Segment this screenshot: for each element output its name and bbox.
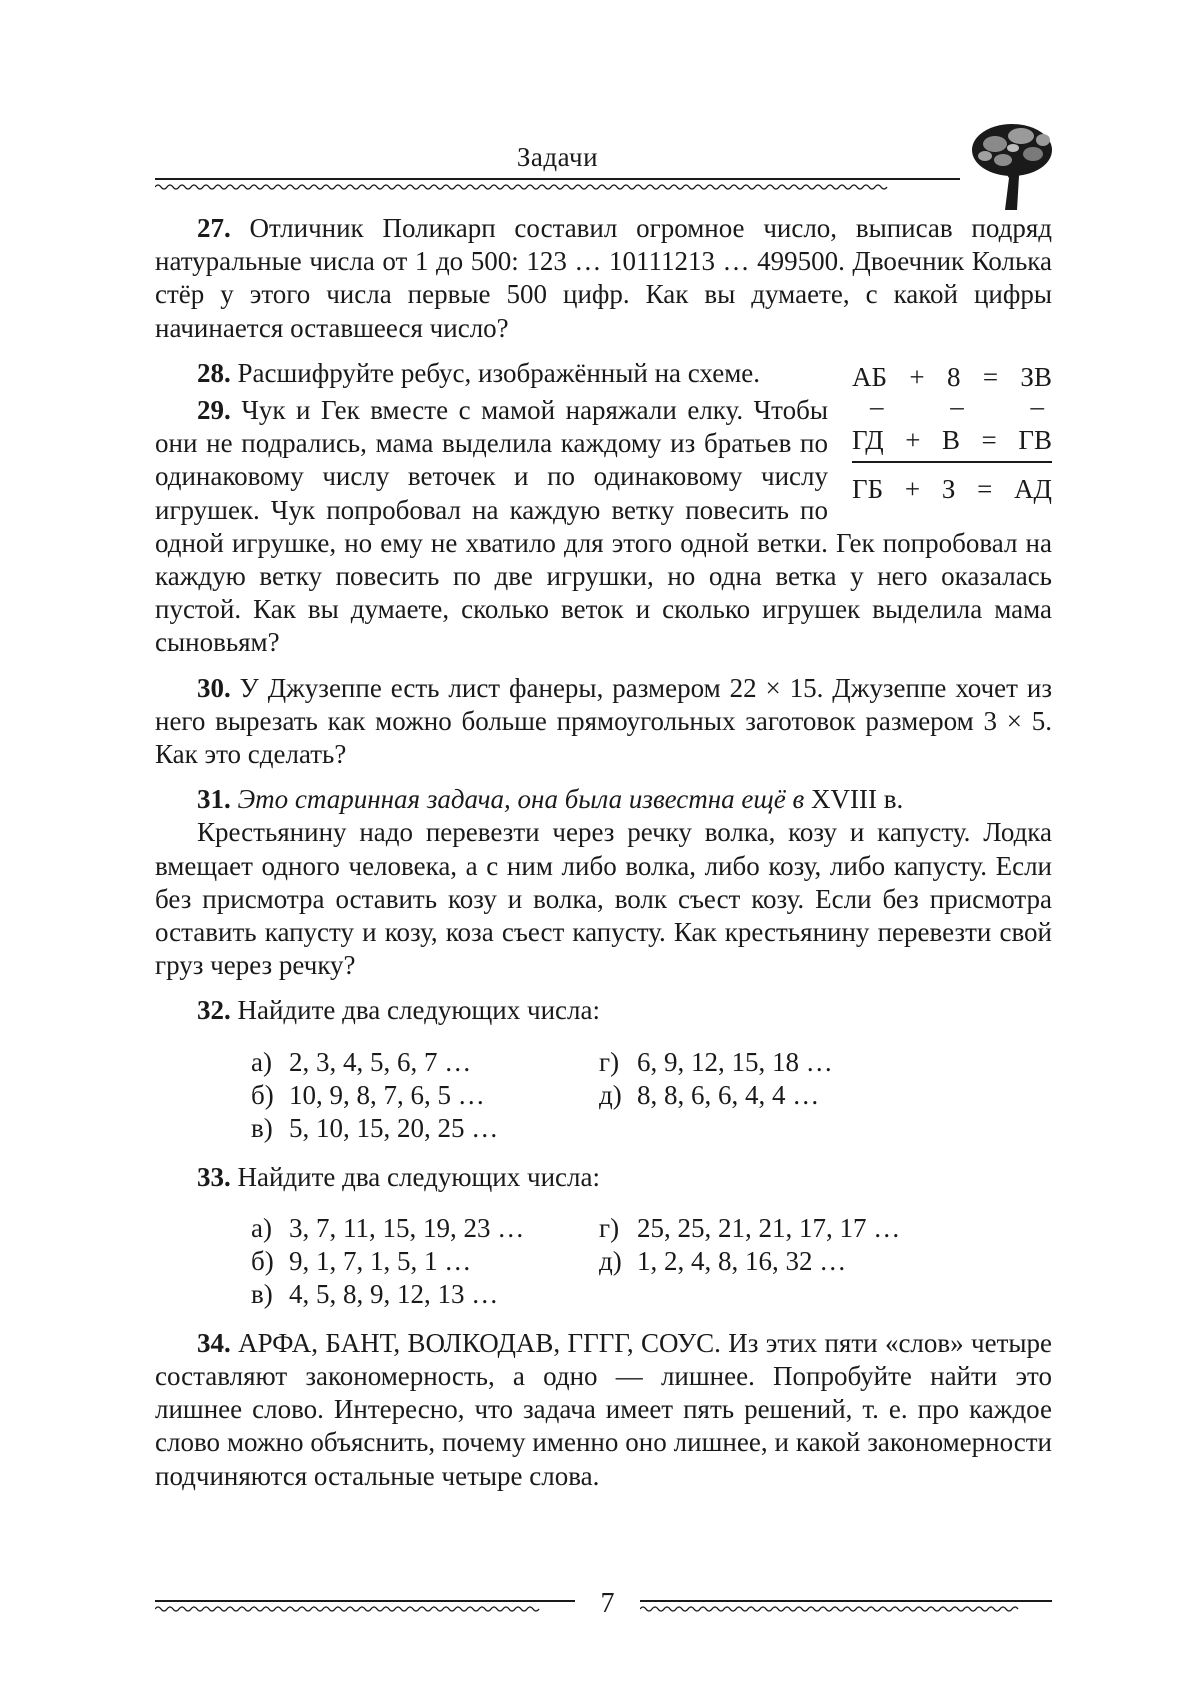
sequence-item: [251, 1212, 599, 1245]
item-letter: г): [599, 1212, 637, 1245]
problem-text: Чук и Гек вместе с мамой наряжали елку. Чтобы они не подрались, мама выделила каждому из братьев по одинаковому числу веточек и по одинаковому числу игрушек. Чук попробовал на каждую ветку повесить по одной игрушке, но ему не хватило для этого одной ветки. Гек попробовал на каждую ветку повесить по две игрушки, но одна ветка у него оказалась пустой. Как вы думаете, сколько веток и сколько игрушек выделила мама сыновьям?: [155, 395, 1052, 657]
rebus-minus: –: [1031, 394, 1045, 424]
problem-text: Найдите два следующих числа:: [238, 995, 600, 1025]
rebus-operator: +: [905, 424, 920, 457]
rebus-row-3: [852, 473, 1052, 506]
problem-text: Отличник Поликарп составил огромное число, выписав подряд натуральные числа от 1 до 500: 123 … 10111213 … 499500. Двоечник Колька стёр у этого числа первые 500 цифр. Как вы думаете, с какой цифры начинается оставшееся число?: [155, 213, 1052, 343]
sequence-list-32: [251, 1046, 1052, 1145]
problem-text: У Джузеппе есть лист фанеры, размером 22 × 15. Джузеппе хочет из него вырезать как можно больше прямоугольных заготовок размером 3 × 5. Как это сделать?: [155, 673, 1052, 769]
page-content: [155, 212, 1052, 1493]
item-sequence: 1, 2, 4, 8, 16, 32 …: [637, 1245, 846, 1278]
item-sequence: 2, 3, 4, 5, 6, 7 …: [289, 1046, 471, 1079]
problem-number: 30.: [197, 673, 231, 703]
rebus-divider: [852, 461, 1052, 463]
rebus-row-1: [852, 361, 1052, 394]
rebus-equals: =: [977, 473, 992, 506]
rebus-minus: –: [950, 394, 964, 424]
item-sequence: 6, 9, 12, 15, 18 …: [637, 1046, 833, 1079]
item-letter: б): [251, 1079, 289, 1112]
item-letter: а): [251, 1046, 289, 1079]
problem-27: [155, 212, 1052, 345]
problem-text: Расшифруйте ребус, изображённый на схеме.: [238, 358, 761, 388]
rebus-term: ЗВ: [1020, 361, 1052, 394]
item-sequence: 5, 10, 15, 20, 25 …: [289, 1112, 498, 1145]
problem-31: [155, 816, 1052, 982]
problem-number: 33.: [197, 1162, 231, 1192]
item-letter: д): [599, 1079, 637, 1112]
problem-number: 28.: [197, 358, 231, 388]
problem-text: Крестьянину надо перевезти через речку волка, козу и капусту. Лодка вмещает одного человека, а с ним либо волка, либо козу, либо капусту. Если без присмотра оставить козу и волка, волк съест козу. Если без присмотра оставить капусту и козу, коза съест капусту. Как крестьянину перевезти свой груз через речку?: [155, 817, 1052, 980]
item-sequence: 25, 25, 21, 21, 17, 17 …: [637, 1212, 900, 1245]
rebus-operator: +: [905, 473, 920, 506]
sequence-item: [251, 1245, 599, 1278]
problem-33: [155, 1161, 1052, 1194]
rebus-term: 8: [947, 361, 961, 394]
rebus-term: АБ: [852, 361, 887, 394]
item-letter: г): [599, 1046, 637, 1079]
sequence-item: [599, 1079, 999, 1112]
item-letter: в): [251, 1112, 289, 1145]
item-letter: в): [251, 1278, 289, 1311]
rebus-minus-row: [852, 394, 1052, 424]
rebus-equals: =: [982, 424, 997, 457]
problem-number: 31.: [197, 784, 231, 814]
header-wavy-rule: [155, 176, 960, 192]
century-label: XVIII в.: [811, 784, 903, 814]
sequence-item: [251, 1278, 599, 1311]
sequence-item: [251, 1079, 599, 1112]
rebus-term: З: [942, 473, 956, 506]
problem-number: 32.: [197, 995, 231, 1025]
sequence-item: [599, 1212, 999, 1245]
page-number: 7: [575, 1588, 640, 1620]
book-page: [0, 0, 1200, 1700]
problem-number: 27.: [197, 213, 231, 243]
problem-32: [155, 994, 1052, 1027]
problem-number: 29.: [197, 395, 231, 425]
item-sequence: 8, 8, 6, 6, 4, 4 …: [637, 1079, 819, 1112]
item-sequence: 9, 1, 7, 1, 5, 1 …: [289, 1245, 471, 1278]
item-letter: а): [251, 1212, 289, 1245]
item-sequence: 3, 7, 11, 15, 19, 23 …: [289, 1212, 524, 1245]
item-letter: д): [599, 1245, 637, 1278]
rebus-term: ГД: [852, 424, 884, 457]
item-sequence: 4, 5, 8, 9, 12, 13 …: [289, 1278, 498, 1311]
rebus-minus: –: [870, 394, 884, 424]
problem-text: АРФА, БАНТ, ВОЛКОДАВ, ГГГГ, СОУС. Из этих пяти «слов» четыре составляют закономерность, а одно — лишнее. Попробуйте найти это лишнее слово. Интересно, что задача имеет пять решений, т. е. про каждое слово можно объяснить, почему именно оно лишнее, и какой закономерности подчиняются остальные четыре слова.: [155, 1328, 1052, 1491]
footer-wavy-rule-left: [155, 1598, 575, 1614]
item-sequence: 10, 9, 8, 7, 6, 5 …: [289, 1079, 485, 1112]
rebus-term: В: [942, 424, 960, 457]
item-letter: б): [251, 1245, 289, 1278]
problem-number: 34.: [197, 1328, 231, 1358]
problem-text: Найдите два следующих числа:: [238, 1162, 600, 1192]
sequence-list-33: [251, 1212, 1052, 1311]
rebus-operator: +: [909, 361, 924, 394]
rebus-term: АД: [1014, 473, 1052, 506]
rebus-term: ГБ: [852, 473, 883, 506]
sequence-item: [599, 1046, 999, 1079]
sequence-item: [251, 1046, 599, 1079]
problem-31-title: [155, 783, 1052, 816]
sequence-item: [251, 1112, 599, 1145]
running-header: Задачи: [155, 142, 960, 173]
problem-30: [155, 672, 1052, 772]
rebus-equals: =: [983, 361, 998, 394]
rebus-diagram: [852, 361, 1052, 506]
rebus-term: ГВ: [1018, 424, 1052, 457]
problem-34: [155, 1327, 1052, 1493]
rebus-row-2: [852, 424, 1052, 457]
problem-intro: Это старинная задача, она была известна ещё в: [238, 784, 805, 814]
footer-wavy-rule-right: [640, 1598, 1052, 1614]
tree-icon: [965, 118, 1060, 213]
sequence-item: [599, 1245, 999, 1278]
